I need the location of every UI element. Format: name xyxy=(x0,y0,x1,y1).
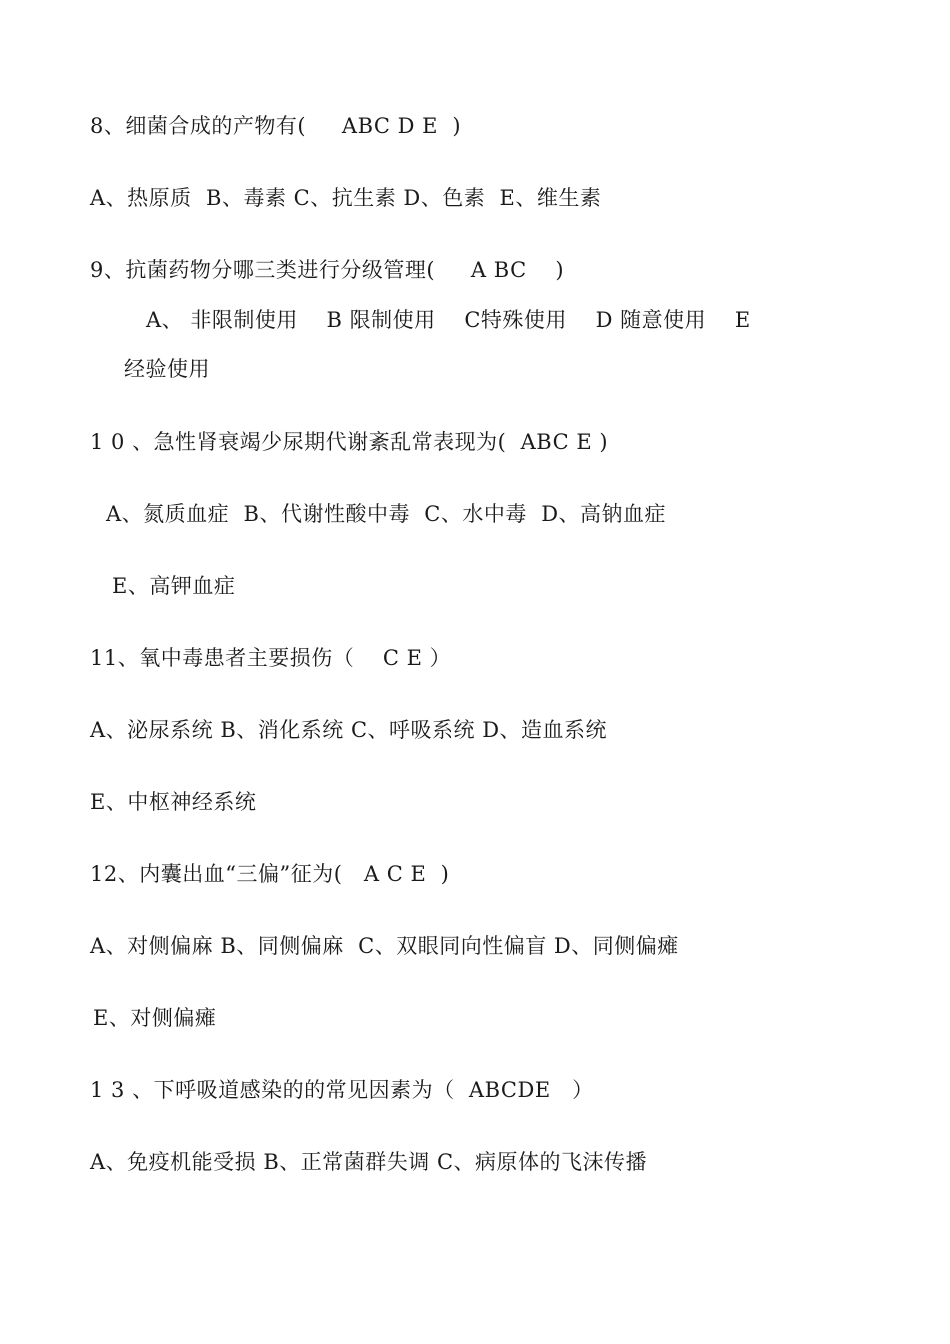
question-9-options-continued: 经验使用 xyxy=(124,357,210,381)
question-13-stem: 1 3 、下呼吸道感染的的常见因素为（ ABCDE ） xyxy=(90,1078,594,1102)
question-10-options: A、氮质血症 B、代谢性酸中毒 C、水中毒 D、高钠血症 xyxy=(106,502,667,526)
question-10-options-continued: E、高钾血症 xyxy=(112,574,236,598)
question-11-options-continued: E、中枢神经系统 xyxy=(90,790,257,814)
question-13-options: A、免疫机能受损 B、正常菌群失调 C、病原体的飞沫传播 xyxy=(90,1150,648,1174)
question-8-stem: 8、细菌合成的产物有( ABC D E ) xyxy=(90,114,462,138)
question-12-options: A、对侧偏麻 B、同侧偏麻 C、双眼同向性偏盲 D、同侧偏瘫 xyxy=(90,934,679,958)
question-9-options: A、 非限制使用 B 限制使用 C特殊使用 D 随意使用 E xyxy=(146,308,751,332)
question-11-options: A、泌尿系统 B、消化系统 C、呼吸系统 D、造血系统 xyxy=(90,718,608,742)
question-8-options: A、热原质 B、毒素 C、抗生素 D、色素 E、维生素 xyxy=(90,186,602,210)
question-12-options-continued: E、对侧偏瘫 xyxy=(93,1006,217,1030)
question-11-stem: 11、氧中毒患者主要损伤（ C E ） xyxy=(90,646,452,670)
question-10-stem: 1 0 、急性肾衰竭少尿期代谢紊乱常表现为( ABC E ) xyxy=(90,430,609,454)
question-12-stem: 12、内囊出血“三偏”征为( A C E ) xyxy=(90,862,450,886)
question-9-stem: 9、抗菌药物分哪三类进行分级管理( A BC ) xyxy=(90,258,565,282)
